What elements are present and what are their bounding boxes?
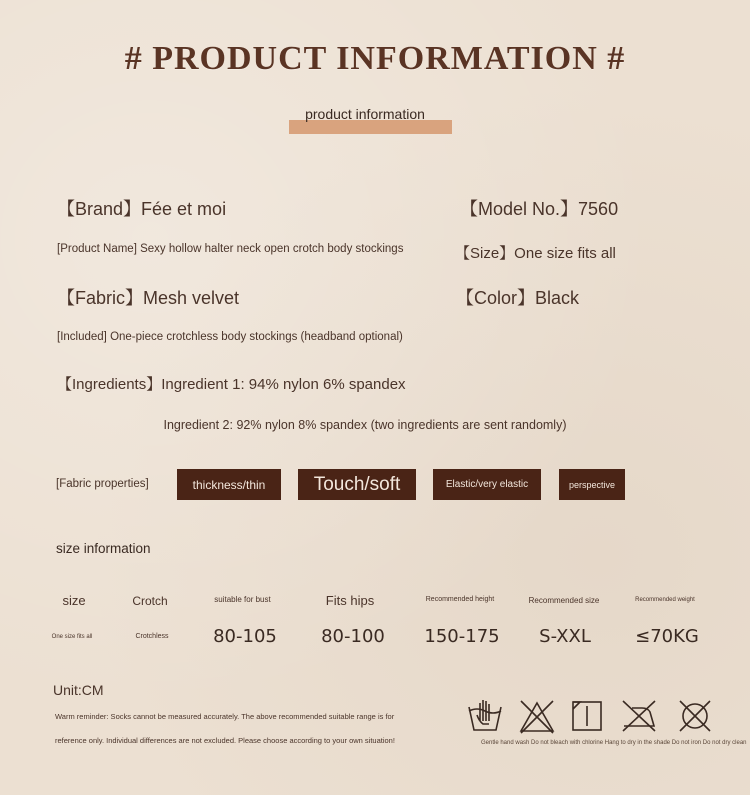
care-instructions-labels: Gentle hand wash Do not bleach with chlorine Hang to dry in the shade Do not iron Do not dry clean — [481, 740, 747, 746]
fabric-properties-label: [Fabric properties] — [56, 478, 149, 490]
model-text: 【Model No.】7560 — [460, 199, 619, 219]
size-header-bust: suitable for bust — [214, 595, 271, 604]
ingredients-line-2: Ingredient 2: 92% nylon 8% spandex (two ingredients are sent randomly) — [163, 418, 567, 432]
size-header-hips: Fits hips — [325, 593, 375, 608]
color-text: 【Color】Black — [456, 288, 580, 308]
size-value-recommended-size: S-XXL — [539, 626, 591, 647]
property-tag-elastic: Elastic/very elastic — [433, 469, 541, 500]
size-value-bust: 80-105 — [213, 626, 277, 647]
size-info-heading: size information — [56, 541, 151, 556]
size-value-size: One size fits all — [51, 634, 93, 640]
hang-dry-shade-icon — [568, 698, 606, 734]
size-value-height: 150-175 — [424, 626, 500, 647]
size-header-recommended-size: Recommended size — [528, 596, 600, 605]
size-text: 【Size】One size fits all — [455, 245, 616, 262]
subtitle-highlight — [289, 120, 452, 134]
size-header-weight: Recommended weight — [635, 597, 695, 603]
size-header-crotch: Crotch — [132, 594, 168, 608]
page-subtitle: product information — [305, 106, 425, 122]
size-value-hips: 80-100 — [321, 626, 385, 647]
fabric-text: 【Fabric】Mesh velvet — [57, 288, 240, 308]
property-tag-touch: Touch/soft — [298, 469, 416, 500]
no-iron-icon — [620, 698, 658, 734]
product-name-text: [Product Name] Sexy hollow halter neck open crotch body stockings — [57, 243, 404, 255]
size-value-weight: ≤70KG — [635, 626, 699, 647]
hand-wash-icon — [466, 697, 504, 733]
property-tag-thickness: thickness/thin — [177, 469, 281, 500]
unit-label: Unit:CM — [53, 682, 104, 698]
page-title: # PRODUCT INFORMATION # — [124, 40, 626, 77]
property-tag-perspective: perspective — [559, 469, 625, 500]
ingredients-line-1: 【Ingredients】Ingredient 1: 94% nylon 6% spandex — [57, 376, 406, 393]
included-text: [Included] One-piece crotchless body stockings (headband optional) — [57, 331, 403, 343]
warm-reminder-line-2: reference only. Individual differences are not excluded. Please choose according to your own situation! — [55, 736, 395, 745]
warm-reminder-line-1: Warm reminder: Socks cannot be measured accurately. The above recommended suitable range is for — [55, 712, 395, 721]
no-bleach-icon — [518, 698, 556, 734]
size-header-height: Recommended height — [425, 596, 495, 603]
no-dry-clean-icon — [676, 698, 714, 734]
brand-text: 【Brand】Fée et moi — [57, 199, 227, 219]
size-value-crotch: Crotchless — [135, 633, 169, 640]
size-header-size: size — [62, 593, 86, 608]
